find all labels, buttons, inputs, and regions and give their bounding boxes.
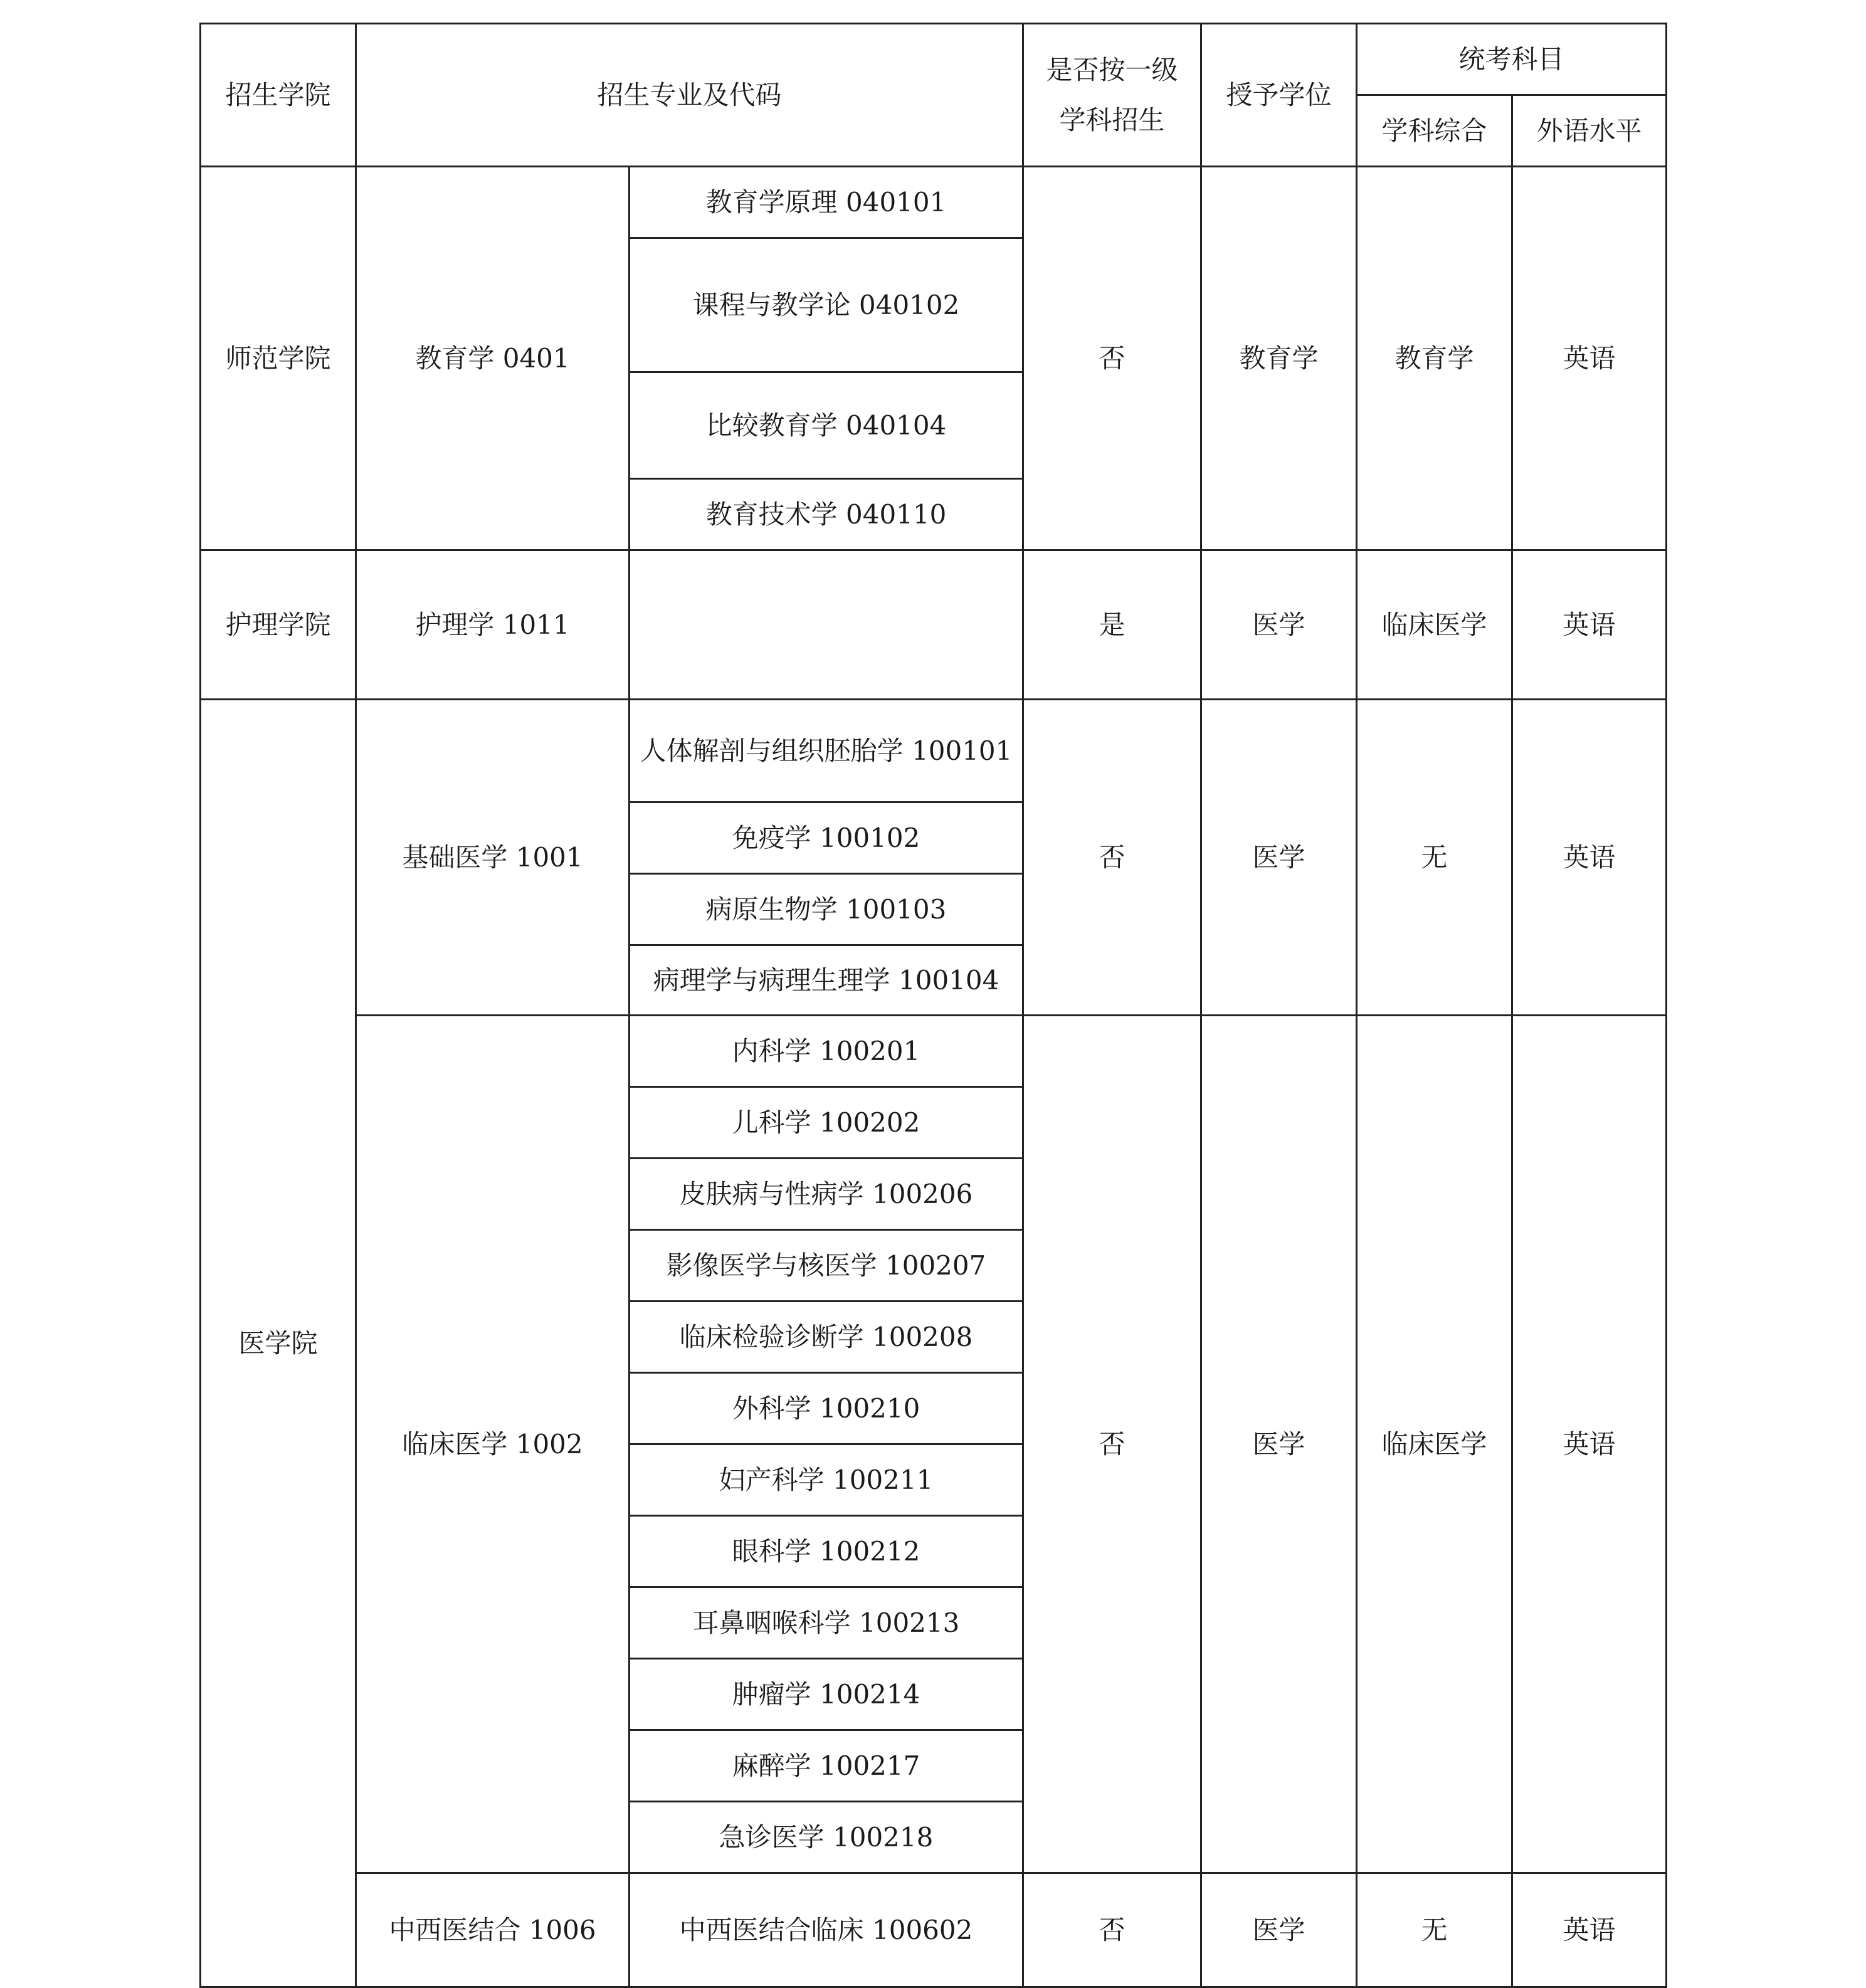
major-cell: 急诊医学 100218	[630, 1802, 1023, 1873]
major-cell: 人体解剖与组织胚胎学 100101	[630, 700, 1023, 802]
major-cell: 病理学与病理生理学 100104	[630, 945, 1023, 1016]
degree-cell: 医学	[1201, 1016, 1357, 1873]
major-cell: 儿科学 100202	[630, 1087, 1023, 1159]
language-cell: 英语	[1512, 167, 1667, 550]
college-cell: 师范学院	[201, 167, 356, 550]
header-first-level-line2: 学科招生	[1059, 104, 1165, 135]
major-cell: 肿瘤学 100214	[630, 1659, 1023, 1730]
by-first-level-cell: 否	[1023, 167, 1201, 550]
major-cell: 眼科学 100212	[630, 1516, 1023, 1587]
header-first-level	[1023, 24, 1201, 167]
major-cell: 教育技术学 040110	[630, 479, 1023, 550]
degree-cell: 医学	[1201, 550, 1357, 700]
header-first-level-line1: 是否按一级	[1046, 54, 1178, 85]
first-level-cell: 基础医学 1001	[356, 700, 630, 1016]
major-cell: 外科学 100210	[630, 1373, 1023, 1444]
major-cell: 免疫学 100102	[630, 802, 1023, 874]
major-cell: 教育学原理 040101	[630, 167, 1023, 238]
comprehensive-cell: 教育学	[1357, 167, 1512, 550]
major-cell: 内科学 100201	[630, 1016, 1023, 1087]
by-first-level-cell: 否	[1023, 1873, 1201, 1987]
major-cell: 课程与教学论 040102	[630, 238, 1023, 372]
language-cell: 英语	[1512, 700, 1667, 1016]
major-cell: 耳鼻咽喉科学 100213	[630, 1587, 1023, 1659]
comprehensive-cell: 临床医学	[1357, 1016, 1512, 1873]
major-cell: 比较教育学 040104	[630, 372, 1023, 479]
first-level-cell: 教育学 0401	[356, 167, 630, 550]
table-row	[201, 700, 1667, 802]
degree-cell: 医学	[1201, 1873, 1357, 1987]
language-cell: 英语	[1512, 550, 1667, 700]
header-degree: 授予学位	[1201, 24, 1357, 167]
major-cell: 麻醉学 100217	[630, 1730, 1023, 1802]
major-cell: 病原生物学 100103	[630, 874, 1023, 945]
admissions-table	[199, 23, 1667, 1988]
degree-cell: 医学	[1201, 700, 1357, 1016]
table-row	[201, 1016, 1667, 1087]
by-first-level-cell: 是	[1023, 550, 1201, 700]
header-foreign-language: 外语水平	[1512, 95, 1667, 167]
major-cell: 皮肤病与性病学 100206	[630, 1159, 1023, 1230]
table-row	[201, 1873, 1667, 1987]
first-level-cell: 中西医结合 1006	[356, 1873, 630, 1987]
degree-cell: 教育学	[1201, 167, 1357, 550]
comprehensive-cell: 临床医学	[1357, 550, 1512, 700]
major-cell: 影像医学与核医学 100207	[630, 1230, 1023, 1302]
first-level-cell: 临床医学 1002	[356, 1016, 630, 1873]
college-cell: 医学院	[201, 700, 356, 1987]
comprehensive-cell: 无	[1357, 1873, 1512, 1987]
comprehensive-cell: 无	[1357, 700, 1512, 1016]
header-subject-comprehensive: 学科综合	[1357, 95, 1512, 167]
major-cell: 中西医结合临床 100602	[630, 1873, 1023, 1987]
college-cell: 护理学院	[201, 550, 356, 700]
language-cell: 英语	[1512, 1016, 1667, 1873]
major-cell: 妇产科学 100211	[630, 1444, 1023, 1516]
header-major-code: 招生专业及代码	[356, 24, 1023, 167]
table-row	[201, 550, 1667, 700]
major-cell	[630, 550, 1023, 700]
header-college: 招生学院	[201, 24, 356, 167]
header-row	[201, 24, 1667, 95]
first-level-cell: 护理学 1011	[356, 550, 630, 700]
language-cell: 英语	[1512, 1873, 1667, 1987]
header-exam-subjects: 统考科目	[1357, 24, 1667, 95]
table-row	[201, 167, 1667, 238]
by-first-level-cell: 否	[1023, 1016, 1201, 1873]
by-first-level-cell: 否	[1023, 700, 1201, 1016]
major-cell: 临床检验诊断学 100208	[630, 1302, 1023, 1373]
